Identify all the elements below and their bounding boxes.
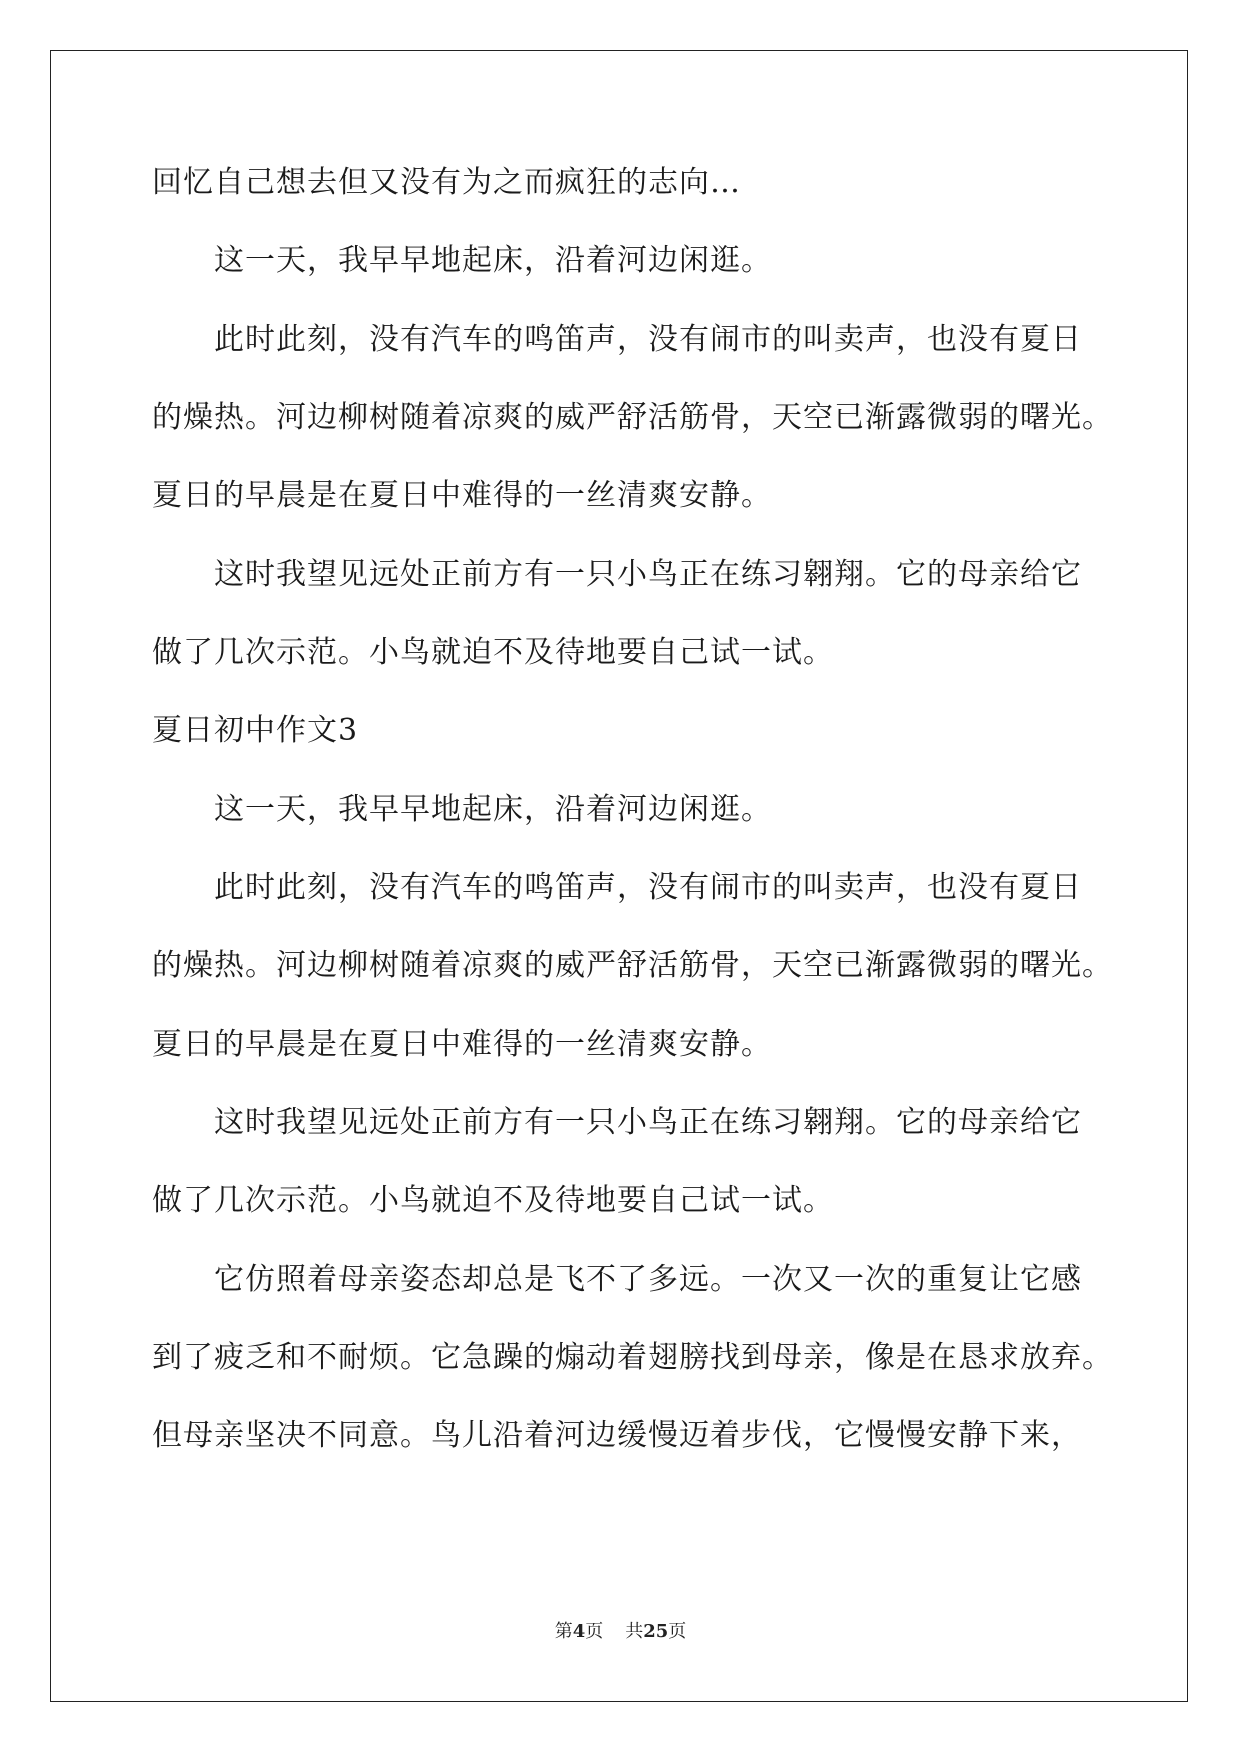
text-line: 这时我望见远处正前方有一只小鸟正在练习翱翔。它的母亲给它: [214, 1105, 1082, 1140]
text-line: 但母亲坚决不同意。鸟儿沿着河边缓慢迈着步伐，它慢慢安静下来，: [152, 1418, 1082, 1453]
page-footer: [0, 1620, 1241, 1644]
text-line: 这时我望见远处正前方有一只小鸟正在练习翱翔。它的母亲给它: [214, 557, 1082, 592]
total-suffix: 页: [668, 1621, 687, 1642]
text-line: 此时此刻，没有汽车的鸣笛声，没有闹市的叫卖声，也没有夏日: [214, 322, 1082, 357]
section-heading: 夏日初中作文3: [152, 713, 359, 748]
text-line: 的燥热。河边柳树随着凉爽的威严舒活筋骨，天空已渐露微弱的曙光。: [152, 948, 1113, 983]
text-line: 到了疲乏和不耐烦。它急躁的煽动着翅膀找到母亲，像是在恳求放弃。: [152, 1340, 1113, 1375]
text-line: 它仿照着母亲姿态却总是飞不了多远。一次又一次的重复让它感: [214, 1262, 1082, 1297]
text-line: 此时此刻，没有汽车的鸣笛声，没有闹市的叫卖声，也没有夏日: [214, 870, 1082, 905]
text-line: 的燥热。河边柳树随着凉爽的威严舒活筋骨，天空已渐露微弱的曙光。: [152, 400, 1113, 435]
text-line: 做了几次示范。小鸟就迫不及待地要自己试一试。: [152, 1183, 834, 1218]
text-line: 夏日的早晨是在夏日中难得的一丝清爽安静。: [152, 1027, 772, 1062]
page-suffix: 页: [585, 1621, 604, 1642]
text-line: 这一天，我早早地起床，沿着河边闲逛。: [214, 792, 772, 827]
page-prefix: 第: [554, 1621, 573, 1642]
page-number: 4: [572, 1621, 586, 1642]
total-prefix: 共: [625, 1621, 644, 1642]
text-line: 这一天，我早早地起床，沿着河边闲逛。: [214, 243, 772, 278]
text-line: 回忆自己想去但又没有为之而疯狂的志向…: [152, 165, 741, 200]
text-line: 做了几次示范。小鸟就迫不及待地要自己试一试。: [152, 635, 834, 670]
text-line: 夏日的早晨是在夏日中难得的一丝清爽安静。: [152, 478, 772, 513]
total-pages: 25: [643, 1621, 669, 1642]
